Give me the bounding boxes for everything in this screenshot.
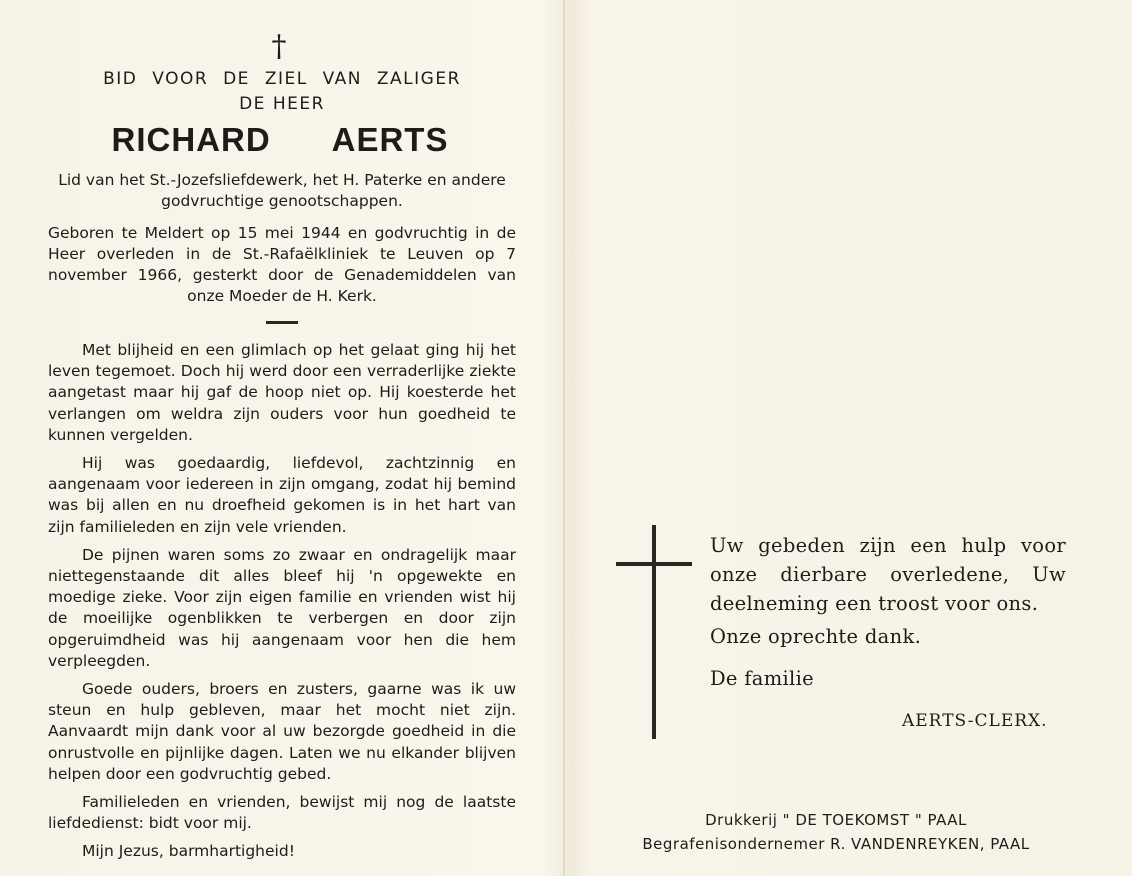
eulogy-paragraph: Familieleden en vrienden, bewijst mij nog de laatste liefdedienst: bidt voor mij. — [48, 793, 516, 833]
printer-line: Drukkerij " DE TOEKOMST " PAAL — [705, 811, 967, 829]
deceased-name: RICHARD AERTS — [111, 121, 449, 158]
cross-icon-horizontal — [616, 562, 692, 566]
thanks-line: Onze oprechte dank. — [710, 625, 922, 648]
family-name: AERTS-CLERX. — [902, 711, 1048, 731]
left-panel — [48, 30, 516, 870]
eulogy — [48, 340, 516, 863]
undertaker-line: Begrafenisondernemer R. VANDENREYKEN, PAAL — [642, 835, 1030, 853]
eulogy-paragraph: Met blijheid en een glimlach op het gelaat ging hij het leven tegemoet. Doch hij werd door een verraderlijke ziekte aangetast maar hij gaf de hoop niet op. Hij koesterde het verlangen om weldra zijn ouders voor hun goedheid te kunnen vergelden. — [48, 341, 516, 444]
imprint — [616, 808, 1056, 856]
prayer-heading: BID VOOR DE ZIEL VAN ZALIGER — [103, 69, 461, 89]
prayer-subheading: DE HEER — [239, 94, 325, 114]
signature-intro: De familie — [710, 667, 814, 690]
eulogy-paragraph: De pijnen waren soms zo zwaar en ondragelijk maar niettegenstaande dit alles bleef hij 'n opgewekte en moedige zieke. Voor zijn eigen familie en vrienden wist hij de moeilijke ogenblikken te verbergen en door zijn opgeruimdheid was hij aangenaam voor hen die hem verpleegden. — [48, 545, 516, 670]
eulogy-paragraph: Hij was goedaardig, liefdevol, zachtzinnig en aangenaam voor iedereen in zijn omgang, zodat hij bemind was bij allen en nu droefheid gekomen is in het hart van zijn familieleden en zijn vele vrienden. — [48, 454, 516, 536]
cross-icon-vertical — [652, 525, 656, 739]
cross-icon: † — [271, 29, 287, 64]
thanks-panel — [616, 525, 1086, 745]
birth-death-text: Geboren te Meldert op 15 mei 1944 en godvruchtig in de Heer overleden in de St.-Rafaëlkliniek te Leuven op 7 november 1966, gesterkt door de Genademiddelen van onze Moeder de H. Kerk. — [48, 224, 516, 305]
thanks-verse: Uw gebeden zijn een hulp voor onze dierbare overledene, Uw deelneming een troost voor ons. — [710, 534, 1066, 615]
membership-text: Lid van het St.-Jozefsliefdewerk, het H. Paterke en andere godvruchtige genootschappen. — [58, 171, 506, 210]
card-fold — [563, 0, 565, 876]
eulogy-paragraph: Mijn Jezus, barmhartigheid! — [82, 842, 295, 861]
eulogy-paragraph: Goede ouders, broers en zusters, gaarne was ik uw steun en hulp gebleven, maar het mocht niet zijn. Aanvaardt mijn dank voor al uw bezorgde goedheid in die onrustvolle en pijnlijke dagen. Laten we nu elkander blijven helpen door een godvruchtig gebed. — [48, 680, 516, 783]
divider — [266, 321, 298, 324]
